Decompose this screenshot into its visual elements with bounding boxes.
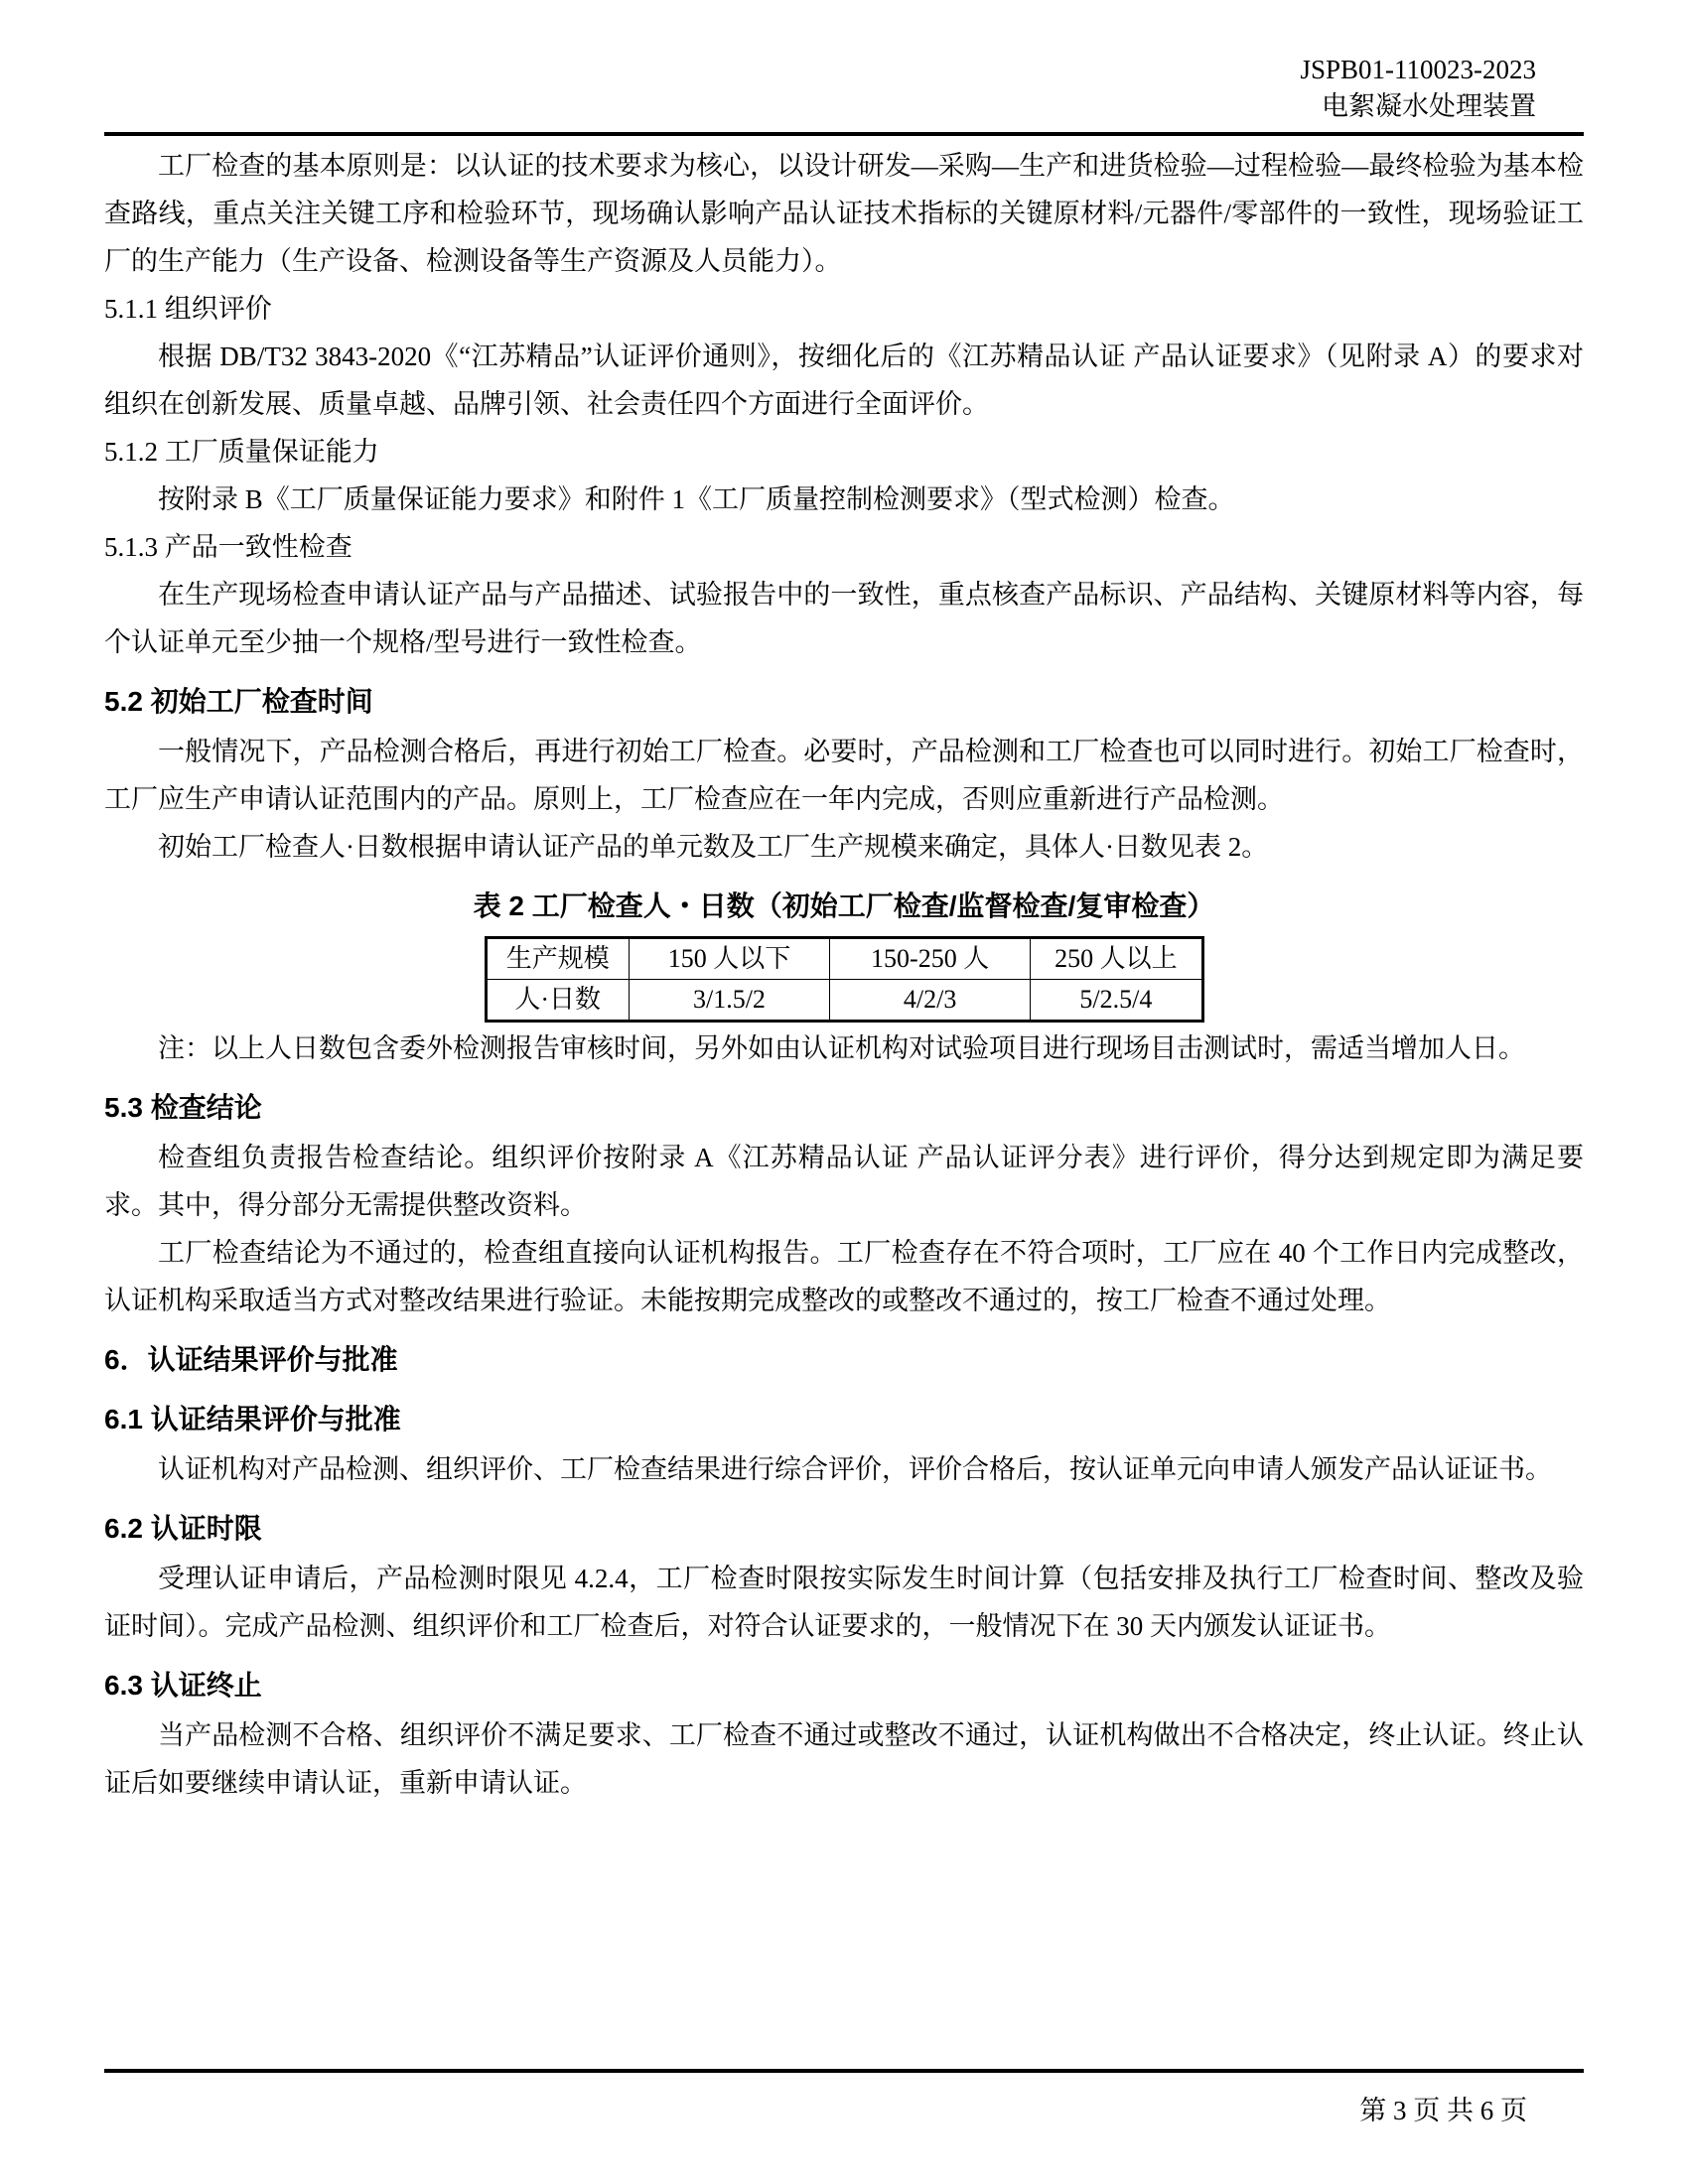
heading-5-2: 5.2 初始工厂检查时间 — [104, 686, 373, 717]
doc-code: JSPB01-110023-2023 — [1300, 55, 1536, 84]
heading-5-1-2: 5.1.2 工厂质量保证能力 — [104, 437, 379, 467]
document-body — [104, 142, 1584, 2058]
table2-header-row — [486, 938, 1202, 980]
paragraph-6-2: 受理认证申请后，产品检测时限见 4.2.4，工厂检查时限按实际发生时间计算（包括安排及执行工厂检查时间、整改及验证时间）。完成产品检测、组织评价和工厂检查后，对符合认证要求的，一般情况下在 30 天内颁发认证证书。 — [104, 1564, 1584, 1641]
paragraph-5-2-b: 初始工厂检查人·日数根据申请认证产品的单元数及工厂生产规模来确定，具体人·日数见表 2。 — [158, 832, 1269, 862]
heading-5-1-3: 5.1.3 产品一致性检查 — [104, 532, 352, 562]
table2-cell-under150: 150 人以下 — [629, 938, 829, 980]
table2-data-row — [486, 980, 1202, 1022]
table2-cell-over250: 250 人以上 — [1031, 938, 1202, 980]
paragraph-6-3: 当产品检测不合格、组织评价不满足要求、工厂检查不通过或整改不通过，认证机构做出不合格决定，终止认证。终止认证后如要继续申请认证，重新申请认证。 — [104, 1720, 1584, 1798]
heading-5-3: 5.3 检查结论 — [104, 1092, 262, 1123]
heading-5-1-1: 5.1.1 组织评价 — [104, 294, 272, 324]
page-header — [104, 52, 1584, 125]
page-number: 第 3 页 共 6 页 — [1359, 2096, 1527, 2125]
footer-rule — [104, 2069, 1584, 2073]
table2-note-paragraph: 注：以上人日数包含委外检测报告审核时间，另外如由认证机构对试验项目进行现场目击测试时，需适当增加人日。 — [158, 1033, 1525, 1063]
intro-paragraph: 工厂检查的基本原则是：以认证的技术要求为核心，以设计研发—采购—生产和进货检验—过程检验—最终检验为基本检查路线，重点关注关键工序和检验环节，现场确认影响产品认证技术指标的关键原材料/元器件/零部件的一致性，现场验证工厂的生产能力（生产设备、检测设备等生产资源及人员能力）。 — [104, 151, 1584, 276]
table2-cell-days-label: 人·日数 — [486, 980, 629, 1022]
paragraph-6-1: 认证机构对产品检测、组织评价、工厂检查结果进行综合评价，评价合格后，按认证单元向申请人颁发产品认证证书。 — [158, 1454, 1552, 1484]
heading-6-2: 6.2 认证时限 — [104, 1513, 262, 1544]
paragraph-5-3-b: 工厂检查结论为不通过的，检查组直接向认证机构报告。工厂检查存在不符合项时，工厂应在 40 个工作日内完成整改，认证机构采取适当方式对整改结果进行验证。未能按期完成整改的或整改不通过的，按工厂检查不通过处理。 — [104, 1238, 1584, 1315]
table2-title: 表 2 工厂检查人・日数（初始工厂检查/监督检查/复审检查） — [473, 890, 1215, 921]
header-rule — [104, 132, 1584, 136]
table2-cell-days-under150: 3/1.5/2 — [629, 980, 829, 1022]
table2-person-days — [485, 936, 1204, 1023]
heading-6-1: 6.1 认证结果评价与批准 — [104, 1404, 401, 1434]
table2-cell-scale-label: 生产规模 — [486, 938, 629, 980]
table2-cell-days-over250: 5/2.5/4 — [1031, 980, 1202, 1022]
paragraph-5-1-2: 按附录 B《工厂质量保证能力要求》和附件 1《工厂质量控制检测要求》（型式检测）检查。 — [158, 484, 1235, 514]
heading-6: 6．认证结果评价与批准 — [104, 1344, 398, 1375]
page-footer — [1359, 2095, 1527, 2126]
paragraph-5-1-3: 在生产现场检查申请认证产品与产品描述、试验报告中的一致性，重点核查产品标识、产品结构、关键原材料等内容，每个认证单元至少抽一个规格/型号进行一致性检查。 — [104, 580, 1584, 657]
paragraph-5-1-1: 根据 DB/T32 3843-2020《“江苏精品”认证评价通则》，按细化后的《江苏精品认证 产品认证要求》（见附录 A）的要求对组织在创新发展、质量卓越、品牌引领、社会责任四个方面进行全面评价。 — [104, 341, 1584, 419]
paragraph-5-2-a: 一般情况下，产品检测合格后，再进行初始工厂检查。必要时，产品检测和工厂检查也可以同时进行。初始工厂检查时，工厂应生产申请认证范围内的产品。原则上，工厂检查应在一年内完成，否则应重新进行产品检测。 — [104, 737, 1584, 814]
heading-6-3: 6.3 认证终止 — [104, 1670, 262, 1701]
paragraph-5-3-a: 检查组负责报告检查结论。组织评价按附录 A《江苏精品认证 产品认证评分表》进行评价，得分达到规定即为满足要求。其中，得分部分无需提供整改资料。 — [104, 1143, 1584, 1220]
table2-cell-150to250: 150-250 人 — [830, 938, 1031, 980]
doc-product-name: 电絮凝水处理装置 — [1322, 91, 1536, 121]
table2-cell-days-150to250: 4/2/3 — [830, 980, 1031, 1022]
